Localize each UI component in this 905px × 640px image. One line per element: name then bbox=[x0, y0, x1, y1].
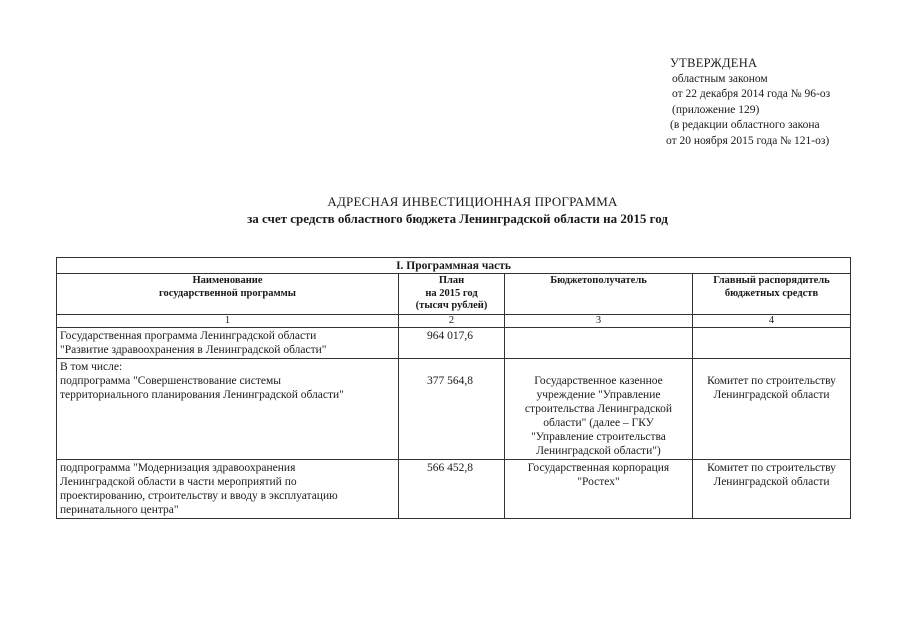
column-number: 1 bbox=[57, 314, 399, 327]
recipient-cell bbox=[505, 358, 693, 459]
header-text: Наименование bbox=[192, 275, 263, 286]
table-row bbox=[57, 358, 851, 459]
recipient-cell bbox=[505, 459, 693, 518]
header-text: бюджетных средств bbox=[724, 287, 819, 299]
cell-text: подпрограмма "Модернизация здравоохранения bbox=[60, 461, 296, 474]
cell-text: Комитет по строительству bbox=[707, 461, 836, 474]
plan-value: 377 564,8 bbox=[427, 374, 473, 387]
cell-text: проектированию, строительству и вводу в эксплуатацию bbox=[60, 489, 338, 502]
cell-text: Ленинградской области bbox=[713, 475, 830, 488]
cell-text: территориального планирования Ленинградской области" bbox=[60, 388, 344, 401]
cell-text: Государственное казенное bbox=[534, 374, 663, 387]
plan-cell bbox=[399, 327, 505, 358]
title-line-2: за счет средств областного бюджета Ленинградской области на 2015 год bbox=[247, 211, 668, 226]
manager-cell bbox=[693, 459, 851, 518]
header-text: на 2015 год bbox=[425, 287, 478, 299]
approval-line: (приложение 129) bbox=[672, 103, 760, 116]
column-number-row bbox=[57, 314, 851, 327]
cell-text: Комитет по строительству bbox=[707, 374, 836, 387]
program-name-cell bbox=[57, 459, 399, 518]
cell-text: перинатального центра" bbox=[60, 503, 179, 516]
column-number: 4 bbox=[693, 314, 851, 327]
cell-text: В том числе: bbox=[60, 360, 123, 373]
cell-text: Государственная программа Ленинградской области bbox=[60, 329, 317, 342]
column-header-manager bbox=[693, 274, 851, 315]
header-text: государственной программы bbox=[159, 287, 296, 299]
approval-stamp bbox=[666, 56, 900, 149]
section-heading: I. Программная часть bbox=[57, 258, 851, 274]
cell-text: подпрограмма "Совершенствование системы bbox=[60, 374, 281, 387]
cell-text: "Ростех" bbox=[577, 475, 620, 488]
manager-cell bbox=[693, 358, 851, 459]
program-name-cell bbox=[57, 327, 399, 358]
table-row bbox=[57, 459, 851, 518]
section-row bbox=[57, 258, 851, 274]
header-text: План bbox=[438, 275, 465, 286]
cell-text: Государственная корпорация bbox=[527, 461, 670, 474]
header-row bbox=[57, 274, 851, 315]
approval-line: от 20 ноября 2015 года № 121-оз) bbox=[666, 134, 830, 147]
manager-cell bbox=[693, 327, 851, 358]
cell-text: "Развитие здравоохранения в Ленинградской области" bbox=[60, 343, 327, 356]
program-name-cell bbox=[57, 358, 399, 459]
plan-cell bbox=[399, 459, 505, 518]
plan-value: 964 017,6 bbox=[427, 329, 473, 342]
approval-line: (в редакции областного закона bbox=[670, 119, 820, 131]
cell-text: "Управление строительства bbox=[531, 430, 666, 443]
approval-line: областным законом bbox=[672, 72, 768, 85]
column-number: 3 bbox=[505, 314, 693, 327]
cell-text: Ленинградской области bbox=[713, 388, 830, 401]
cell-text: области" (далее – ГКУ bbox=[543, 416, 654, 429]
column-header-recipient bbox=[505, 274, 693, 315]
approval-line: от 22 декабря 2014 года № 96-оз bbox=[672, 88, 831, 100]
cell-text: учреждение "Управление bbox=[536, 388, 661, 401]
cell-text: Ленинградской области в части мероприятий по bbox=[60, 475, 297, 488]
table-row bbox=[57, 327, 851, 358]
plan-cell bbox=[399, 358, 505, 459]
column-header-plan bbox=[399, 274, 505, 315]
plan-value: 566 452,8 bbox=[427, 461, 473, 474]
header-text: Бюджетополучатель bbox=[550, 275, 647, 286]
approval-heading: УТВЕРЖДЕНА bbox=[670, 56, 758, 70]
document-title bbox=[0, 193, 905, 227]
column-number: 2 bbox=[399, 314, 505, 327]
header-text: (тысяч рублей) bbox=[415, 300, 488, 311]
cell-text: Ленинградской области") bbox=[536, 444, 661, 457]
column-header-name bbox=[57, 274, 399, 315]
program-table bbox=[56, 257, 851, 519]
header-text: Главный распорядитель bbox=[713, 275, 830, 286]
recipient-cell bbox=[505, 327, 693, 358]
cell-text: строительства Ленинградской bbox=[524, 402, 673, 415]
title-line-1: АДРЕСНАЯ ИНВЕСТИЦИОННАЯ ПРОГРАММА bbox=[327, 194, 618, 209]
